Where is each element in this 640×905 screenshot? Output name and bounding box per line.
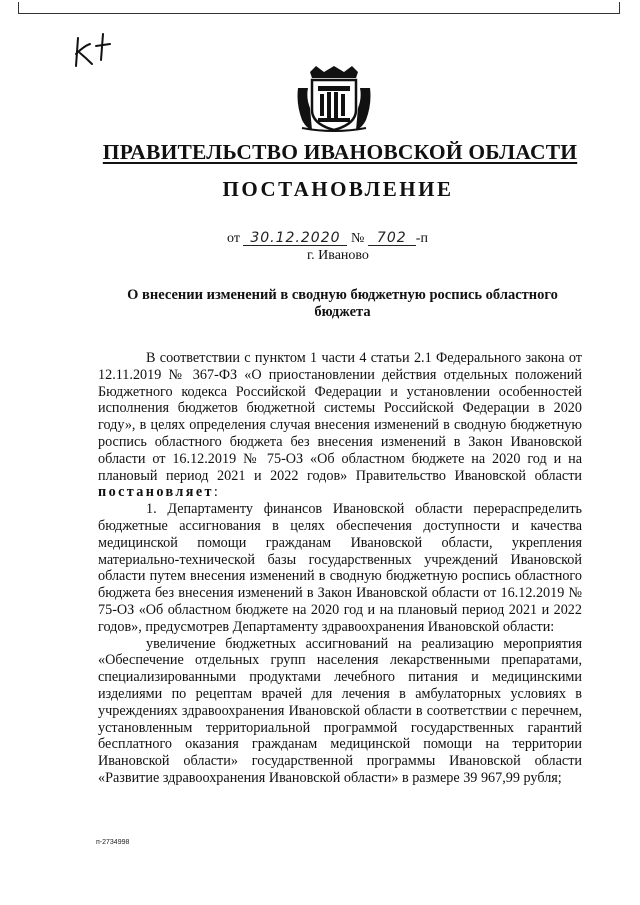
resolves-word: постановляет	[98, 484, 214, 501]
from-label: от	[227, 231, 240, 246]
coat-of-arms-icon	[294, 64, 374, 134]
paragraph-preamble	[98, 350, 582, 501]
document-number: 702	[368, 231, 416, 246]
city: г. Иваново	[307, 248, 369, 263]
handwritten-mark-icon	[70, 26, 120, 70]
number-suffix: -п	[415, 231, 428, 246]
date-number-line	[227, 231, 428, 247]
paragraph-item-1: 1. Департаменту финансов Ивановской области перераспределить бюджетные ассигнования в целях обеспечения доступности и качества медицинской помощи гражданам Ивановской области, укрепления материально-технической базы государственных учреждений Ивановской области путем внесения изменений в сводную бюджетную роспись областного бюджета без внесения изменений в Закон Ивановской области от 16.12.2019 № 75-ОЗ «Об областном бюджете на 2020 год и на плановый период 2021 и 2022 годов», предусмотрев Департаменту здравоохранения Ивановской области:	[98, 501, 582, 635]
document-date: 30.12.2020	[243, 231, 347, 246]
document-type-heading: ПОСТАНОВЛЕНИЕ	[222, 177, 454, 201]
government-title: ПРАВИТЕЛЬСТВО ИВАНОВСКОЙ ОБЛАСТИ	[102, 140, 578, 164]
document-subject: О внесении изменений в сводную бюджетную роспись областного бюджета	[127, 287, 558, 320]
preamble-end: :	[213, 484, 218, 501]
number-label: №	[350, 231, 365, 246]
top-border-line	[18, 2, 620, 14]
footer-document-code: п-2734998	[96, 839, 130, 846]
document-body	[98, 350, 582, 787]
paragraph-increase: увеличение бюджетных ассигнований на реализацию мероприятия «Обеспечение отдельных групп населения лекарственными препаратами, специализированными продуктами лечебного питания и медицинскими изделиями по рецептам врачей для лечения в амбулаторных условиях в учреждениях здравоохранения Ивановской области в соответствии с перечнем, установленным территориальной программой государственных гарантий бесплатного оказания гражданам медицинской помощи на территории Ивановской области» государственной программы Ивановской области «Развитие здравоохранения Ивановской области» в размере 39 967,99 рубля;	[98, 635, 582, 786]
preamble-text: В соответствии с пунктом 1 части 4 статьи 2.1 Федерального закона от 12.11.2019 № 367-ФЗ «О приостановлении действия отдельных положений Бюджетного кодекса Российской Федерации и установлении особенностей исполнения бюджетов бюджетной системы Российской Федерации в 2020 году», в целях определения случая внесения изменений в сводную бюджетную роспись областного бюджета без внесения изменений в Закон Ивановской области от 16.12.2019 № 75-ОЗ «Об областном бюджете на 2020 год и на плановый период 2021 и 2022 годов» Правительство Ивановской области	[98, 350, 582, 484]
